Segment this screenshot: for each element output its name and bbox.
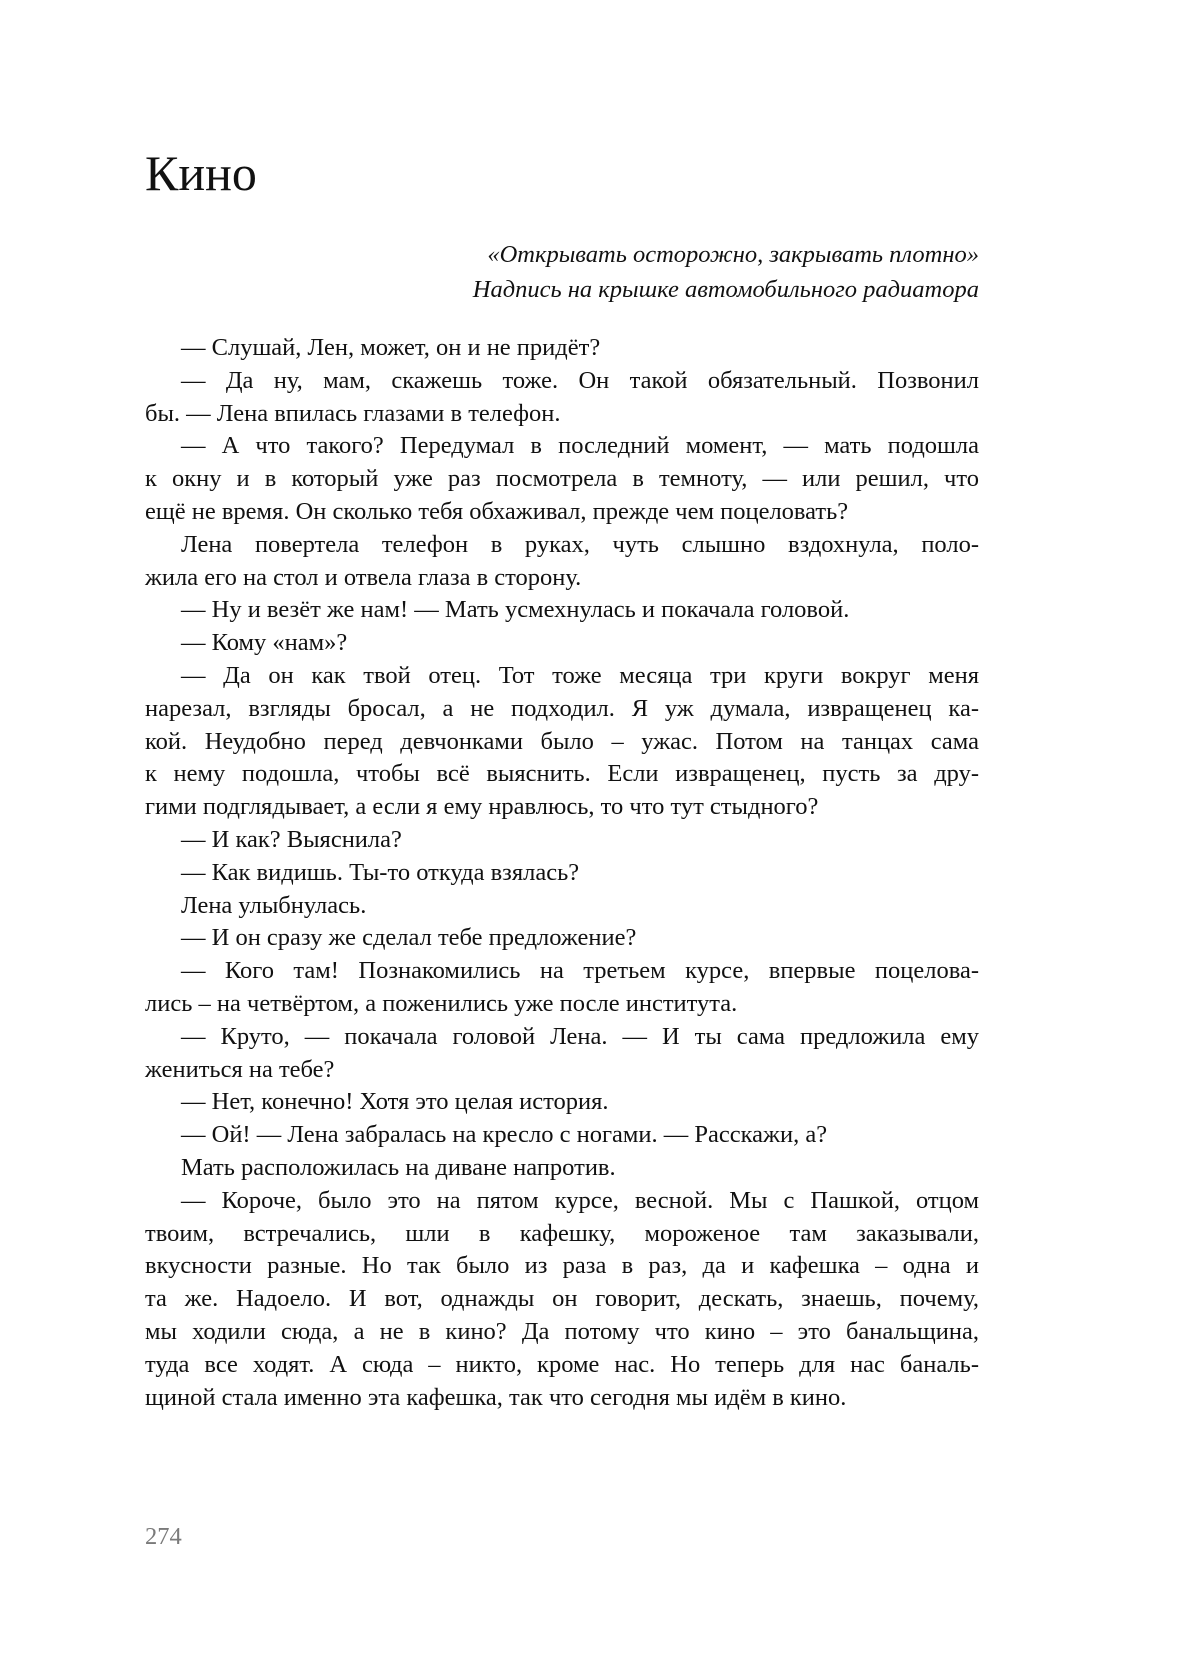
text-line: — Да он как твой отец. Тот тоже месяца три круги вокруг меня xyxy=(181,661,979,689)
text-line: — Короче, было это на пятом курсе, весной. Мы с Пашкой, отцом xyxy=(181,1186,979,1214)
body-text xyxy=(145,332,979,1414)
text-line: — И как? Выяснила? xyxy=(181,825,402,853)
text-line: — Ну и везёт же нам! — Мать усмехнулась и покачала головой. xyxy=(181,596,850,624)
text-line: нарезал, взгляды бросал, а не подходил. Я уж думала, извращенец ка- xyxy=(145,694,979,722)
text-line: к нему подошла, чтобы всё выяснить. Если извращенец, пусть за дру- xyxy=(145,760,979,788)
epigraph xyxy=(380,237,979,307)
text-line: Лена повертела телефон в руках, чуть слышно вздохнула, поло- xyxy=(181,530,979,558)
text-line: жениться на тебе? xyxy=(145,1055,335,1083)
text-line: — Нет, конечно! Хотя это целая история. xyxy=(181,1088,609,1116)
text-line: Лена улыбнулась. xyxy=(181,891,367,919)
epigraph-quote: «Открывать осторожно, закрывать плотно» xyxy=(487,241,979,268)
text-line: щиной стала именно эта кафешка, так что сегодня мы идём в кино. xyxy=(145,1383,847,1411)
text-line: — И он сразу же сделал тебе предложение? xyxy=(181,924,637,952)
text-line: та же. Надоело. И вот, однажды он говорит, дескать, знаешь, почему, xyxy=(145,1285,979,1313)
text-line: — Как видишь. Ты-то откуда взялась? xyxy=(181,858,580,886)
text-line: мы ходили сюда, а не в кино? Да потому что кино – это банальщина, xyxy=(145,1317,979,1345)
chapter-title: Кино xyxy=(145,145,257,201)
text-line: — Кого там! Познакомились на третьем курсе, впервые поцелова- xyxy=(181,957,979,985)
text-line: — Да ну, мам, скажешь тоже. Он такой обязательный. Позвонил xyxy=(181,366,979,394)
text-line: Мать расположилась на диване напротив. xyxy=(181,1153,616,1181)
text-line: к окну и в который уже раз посмотрела в темноту, — или решил, что xyxy=(145,465,979,493)
epigraph-attribution: Надпись на крышке автомобильного радиатора xyxy=(472,276,979,303)
text-line: лись – на четвёртом, а поженились уже после института. xyxy=(145,989,738,1017)
text-line: — Ой! — Лена забралась на кресло с ногами. — Расскажи, а? xyxy=(181,1121,828,1149)
text-line: — Слушай, Лен, может, он и не придёт? xyxy=(181,334,601,361)
text-line: вкусности разные. Но так было из раза в раз, да и кафешка – одна и xyxy=(145,1252,979,1280)
text-line: ещё не время. Он сколько тебя обхаживал, прежде чем поцеловать? xyxy=(145,497,849,525)
page-number: 274 xyxy=(145,1523,182,1550)
text-line: твоим, встречались, шли в кафешку, мороженое там заказывали, xyxy=(145,1219,979,1247)
text-line: бы. — Лена впилась глазами в телефон. xyxy=(145,399,561,427)
text-line: гими подглядывает, а если я ему нравлюсь, то что тут стыдного? xyxy=(145,793,819,821)
text-line: — А что такого? Передумал в последний момент, — мать подошла xyxy=(181,432,979,460)
text-line: — Кому «нам»? xyxy=(181,629,348,657)
text-line: — Круто, — покачала головой Лена. — И ты сама предложила ему xyxy=(181,1022,979,1050)
text-line: туда все ходят. А сюда – никто, кроме нас. Но теперь для нас баналь- xyxy=(145,1350,979,1378)
text-line: кой. Неудобно перед девчонками было – ужас. Потом на танцах сама xyxy=(145,727,979,755)
text-line: жила его на стол и отвела глаза в сторону. xyxy=(145,563,582,591)
